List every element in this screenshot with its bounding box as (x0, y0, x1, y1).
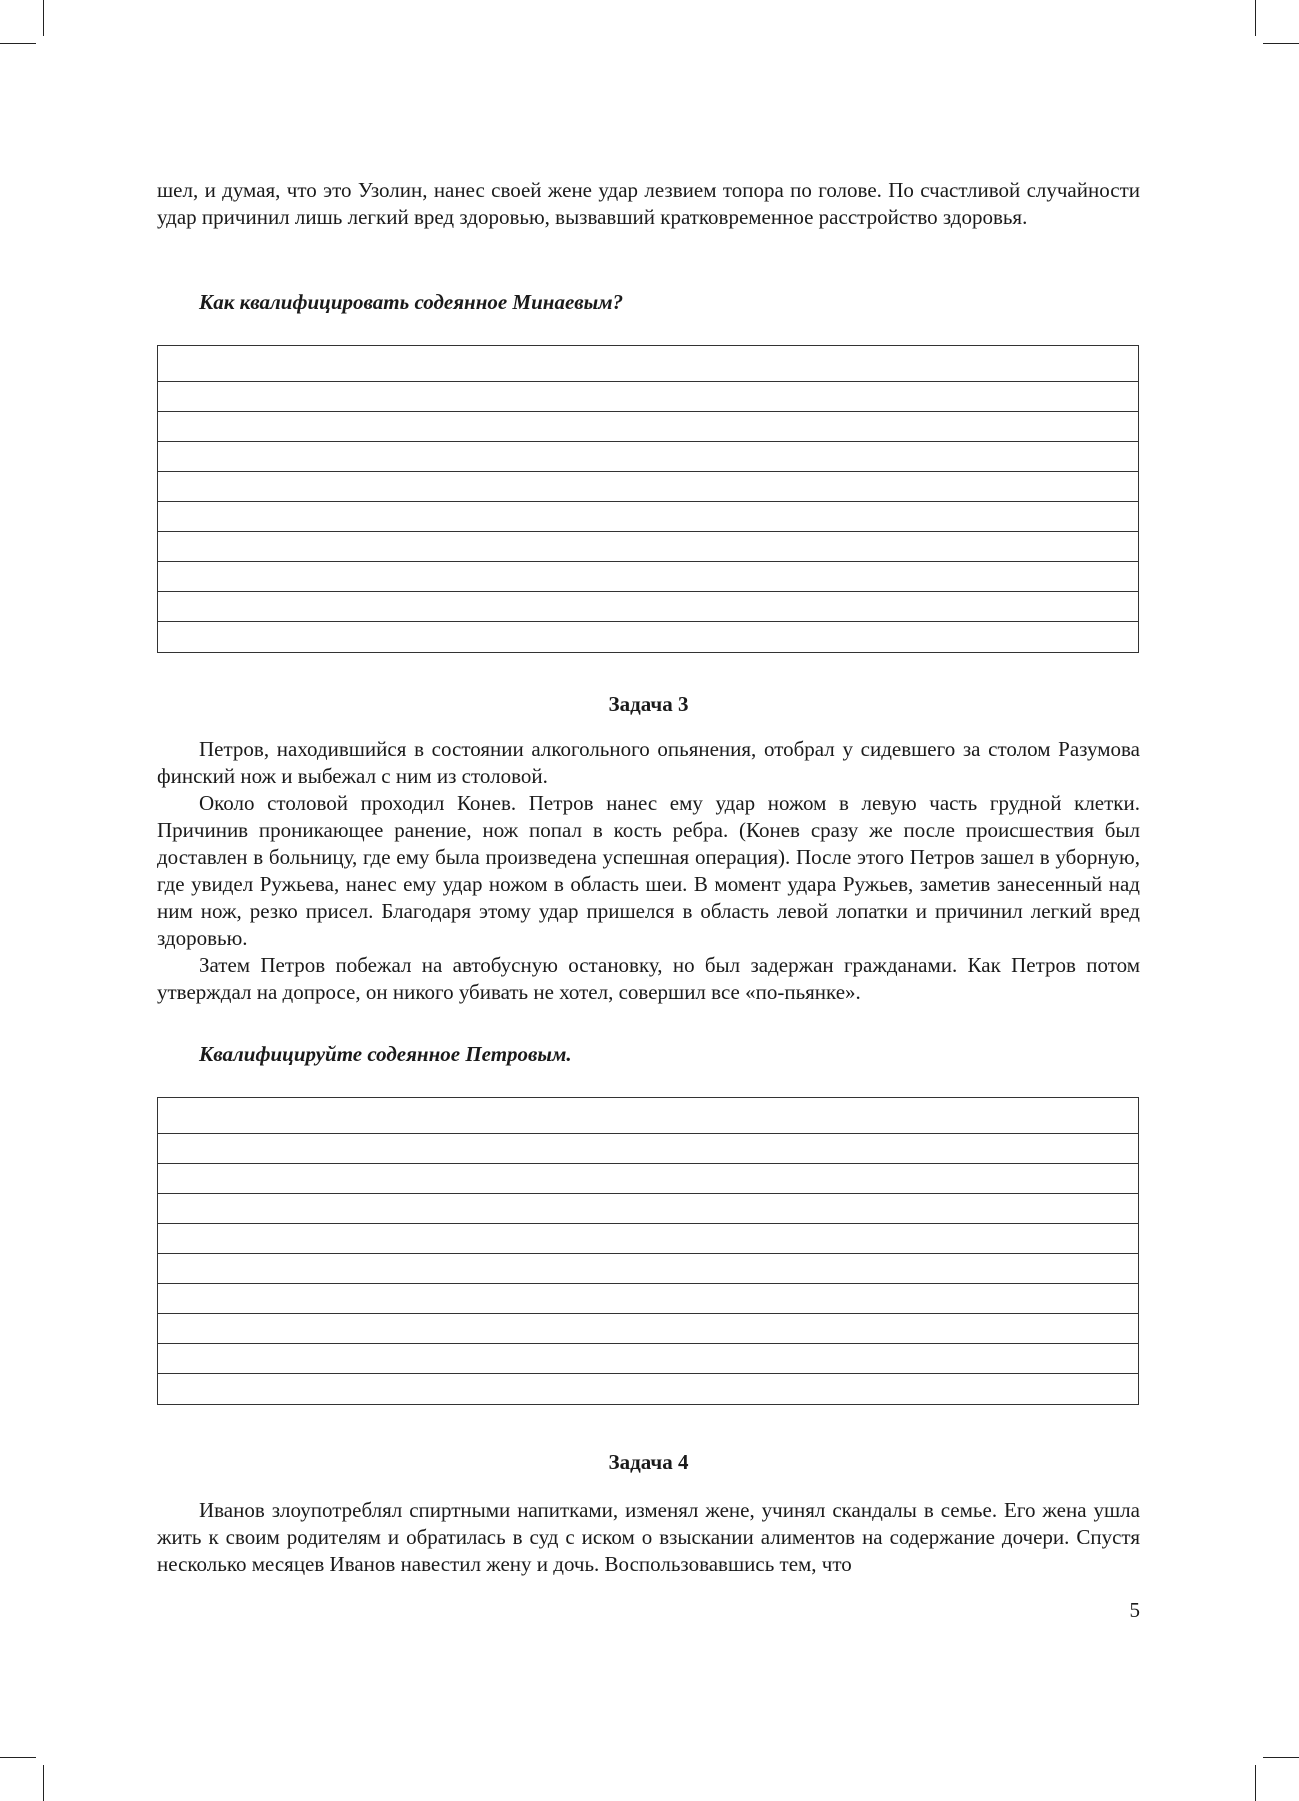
task-3-text (157, 736, 1140, 1006)
answer-line[interactable] (158, 1224, 1138, 1254)
answer-box-1[interactable] (157, 345, 1139, 653)
answer-line[interactable] (158, 1194, 1138, 1224)
crop-mark (0, 43, 36, 44)
crop-mark (0, 1757, 36, 1758)
task-3-heading: Задача 3 (608, 692, 689, 716)
answer-line[interactable] (158, 1374, 1138, 1404)
answer-line[interactable] (158, 1164, 1138, 1194)
task-4-paragraph: Иванов злоупотреблял спиртными напитками, изменял жене, учинял скандалы в семье. Его жена ушла жить к своим родителям и обратилась в суд с иском о взыскании алиментов на содержание дочери. Спустя несколько месяцев Иванов навестил жену и дочь. Воспользовавшись тем, что (157, 1498, 1140, 1576)
answer-line[interactable] (158, 592, 1138, 622)
answer-line[interactable] (158, 346, 1138, 382)
intro-paragraph: шел, и думая, что это Узолин, нанес своей жене удар лезвием топора по голове. По счастливой случайности удар причинил лишь легкий вред здоровью, вызвавший кратковременное расстройство здоровья. (157, 178, 1140, 229)
crop-mark (43, 1765, 44, 1801)
task-3-paragraph: Затем Петров побежал на автобусную остановку, но был задержан гражданами. Как Петров потом утверждал на допросе, он никого убивать не хотел, совершил все «по-пьянке». (157, 953, 1140, 1004)
answer-line[interactable] (158, 502, 1138, 532)
answer-line[interactable] (158, 382, 1138, 412)
task-4-text (157, 1497, 1140, 1578)
crop-mark (1255, 1765, 1256, 1801)
task-3-question: Квалифицируйте содеянное Петровым. (199, 1042, 572, 1066)
answer-box-2[interactable] (157, 1097, 1139, 1405)
answer-line[interactable] (158, 1284, 1138, 1314)
page-number: 5 (1129, 1598, 1140, 1622)
answer-line[interactable] (158, 1344, 1138, 1374)
answer-line[interactable] (158, 442, 1138, 472)
intro-text (157, 177, 1140, 231)
crop-mark (1263, 1757, 1299, 1758)
answer-line[interactable] (158, 1254, 1138, 1284)
answer-line[interactable] (158, 1134, 1138, 1164)
task-3-paragraph: Около столовой проходил Конев. Петров нанес ему удар ножом в левую часть грудной клетки. Причинив проникающее ранение, нож попал в кость ребра. (Конев сразу же после происшествия был доставлен в больницу, где ему была произведена успешная операция). После этого Петров зашел в уборную, где увидел Ружьева, нанес ему удар ножом в область шеи. В момент удара Ружьев, заметив занесенный над ним нож, резко присел. Благодаря этому удар пришелся в область левой лопатки и причинил легкий вред здоровью. (157, 791, 1140, 950)
answer-line[interactable] (158, 622, 1138, 652)
crop-mark (43, 0, 44, 36)
crop-mark (1255, 0, 1256, 36)
task-3-paragraph: Петров, находившийся в состоянии алкогольного опьянения, отобрал у сидевшего за столом Разумова финский нож и выбежал с ним из столовой. (157, 737, 1140, 788)
task-4-heading: Задача 4 (608, 1450, 689, 1474)
answer-line[interactable] (158, 532, 1138, 562)
answer-line[interactable] (158, 412, 1138, 442)
answer-line[interactable] (158, 1314, 1138, 1344)
answer-line[interactable] (158, 562, 1138, 592)
answer-line[interactable] (158, 1098, 1138, 1134)
answer-line[interactable] (158, 472, 1138, 502)
crop-mark (1263, 43, 1299, 44)
question-2: Как квалифицировать содеянное Минаевым? (199, 290, 624, 314)
